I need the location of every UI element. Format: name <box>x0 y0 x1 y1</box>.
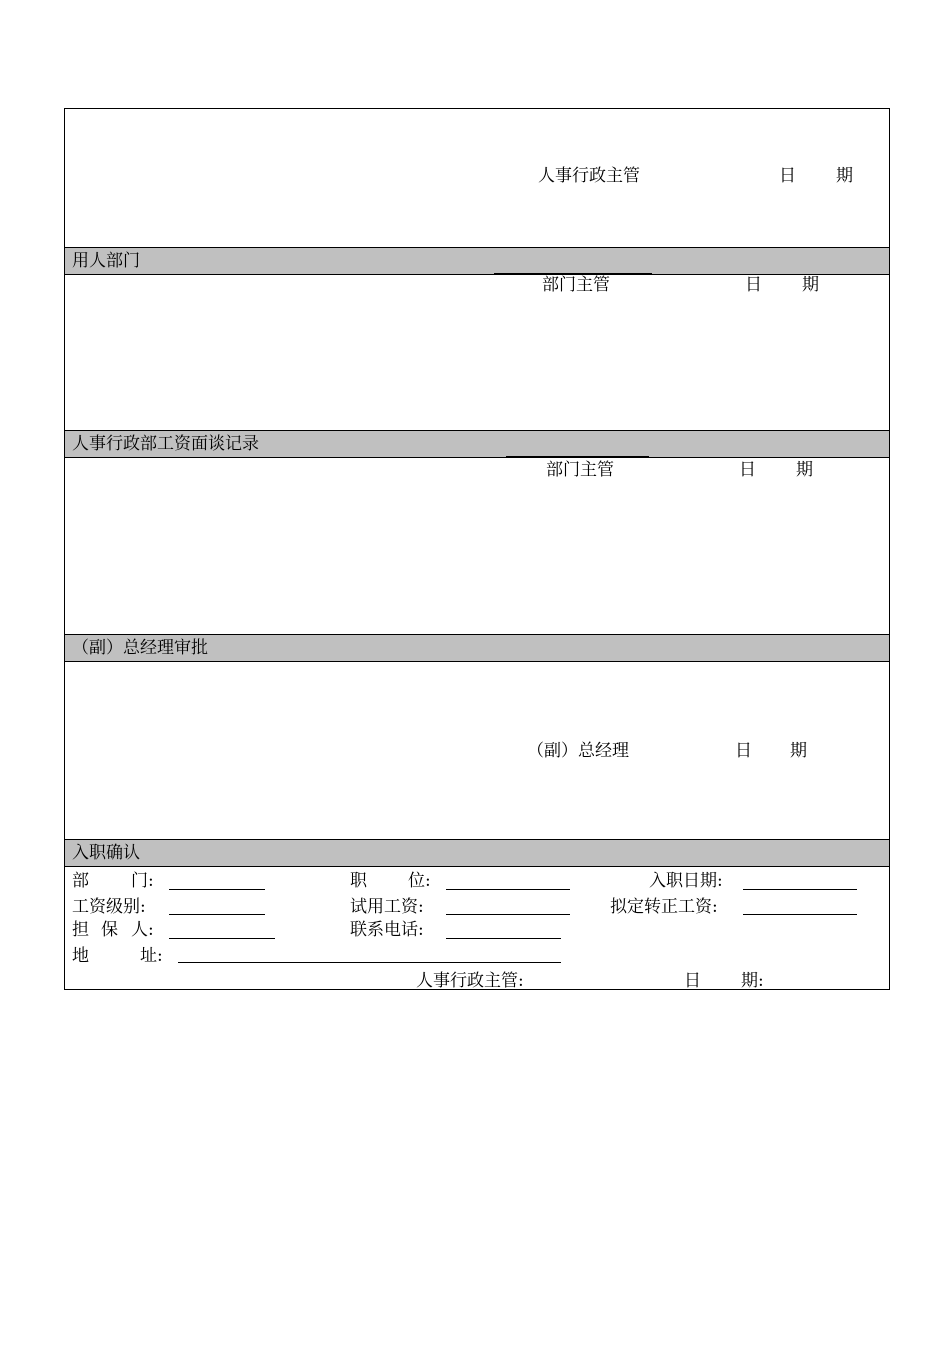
interview-date-label-2: 期 <box>796 460 813 480</box>
dept-date-label-2: 期 <box>802 275 819 295</box>
salary-grade-field-label: 工资级别: <box>72 897 146 917</box>
final-hr-supervisor-label: 人事行政主管: <box>416 971 524 991</box>
hr-date-label-2: 期 <box>836 166 853 186</box>
gm-date-label-1: 日 <box>735 741 752 761</box>
address-field-line[interactable] <box>178 962 561 963</box>
hr-supervisor-label: 人事行政主管 <box>538 166 640 186</box>
phone-field-label: 联系电话: <box>350 920 424 940</box>
section-header-salary-interview <box>65 430 889 458</box>
address-field-label-1: 地 <box>72 946 89 966</box>
probation-salary-field-label: 试用工资: <box>350 897 424 917</box>
position-field-label-2: 位: <box>408 871 431 891</box>
proposed-salary-field-label: 拟定转正工资: <box>610 897 718 917</box>
signature-line <box>506 456 649 457</box>
employment-form <box>64 108 890 990</box>
section-title: 人事行政部工资面谈记录 <box>72 434 259 454</box>
dept-supervisor-label: 部门主管 <box>542 275 610 295</box>
position-field-line[interactable] <box>446 889 570 890</box>
guarantor-field-label-1: 担 <box>72 920 89 940</box>
dept-field-line[interactable] <box>169 889 265 890</box>
proposed-salary-field-line[interactable] <box>743 914 857 915</box>
hr-date-label-1: 日 <box>779 166 796 186</box>
signature-line <box>494 273 652 274</box>
salary-grade-field-line[interactable] <box>169 914 265 915</box>
position-field-label-1: 职 <box>350 871 367 891</box>
gm-date-label-2: 期 <box>790 741 807 761</box>
gm-label: （副）总经理 <box>527 741 629 761</box>
start-date-field-line[interactable] <box>743 889 857 890</box>
probation-salary-field-line[interactable] <box>446 914 570 915</box>
section-header-gm-approval <box>65 634 889 662</box>
dept-field-label-2: 门: <box>131 871 154 891</box>
final-date-label-1: 日 <box>684 971 701 991</box>
address-field-label-2: 址: <box>140 946 163 966</box>
section-header-onboarding <box>65 839 889 867</box>
guarantor-field-line[interactable] <box>169 938 275 939</box>
start-date-field-label: 入职日期: <box>649 871 723 891</box>
interview-date-label-1: 日 <box>739 460 756 480</box>
section-title: 用人部门 <box>72 251 140 271</box>
section-header-hiring-dept <box>65 247 889 275</box>
phone-field-line[interactable] <box>446 938 561 939</box>
final-date-label-2: 期: <box>741 971 764 991</box>
dept-date-label-1: 日 <box>745 275 762 295</box>
dept-field-label-1: 部 <box>72 871 89 891</box>
section-title: 入职确认 <box>72 843 140 863</box>
section-title: （副）总经理审批 <box>72 638 208 658</box>
interview-supervisor-label: 部门主管 <box>546 460 614 480</box>
guarantor-field-label-2: 保 <box>101 920 118 940</box>
guarantor-field-label-3: 人: <box>131 920 154 940</box>
